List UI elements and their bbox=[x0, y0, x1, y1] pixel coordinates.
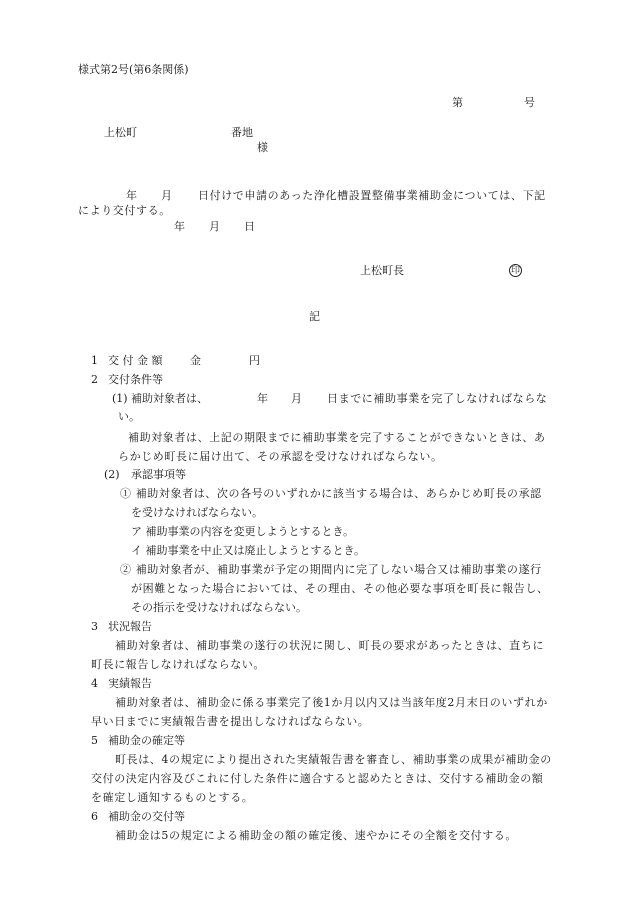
item1-label: 交 付 金 額 bbox=[108, 354, 163, 367]
item6-number: 6 bbox=[91, 810, 98, 823]
issuer-name: 上松町長 bbox=[360, 264, 404, 277]
item4-text-a: 補助対象者は、補助金に係る事業完了後1か月以内又は当該年度2月末日のいずれか bbox=[115, 696, 548, 709]
item5-text-b: 交付の決定内容及びこれに付した条件に適合すると認めたときは、交付する補助金の額 bbox=[91, 772, 544, 785]
item2-2-cond1-a: ① 補助対象者は、次の各号のいずれかに該当する場合は、あらかじめ町長の承認 bbox=[120, 487, 542, 500]
doc-number-suffix: 号 bbox=[524, 96, 535, 109]
item2-2-sub-a: ア 補助事業の内容を変更しようとするとき。 bbox=[131, 525, 355, 538]
item2-1-text-c: い。 bbox=[118, 410, 140, 423]
item2-1-text-e: らかじめ町長に届け出て、その承認を受けなければならない。 bbox=[118, 450, 443, 463]
item2-1-text-b: 日までに補助事業を完了しなければならな bbox=[327, 392, 548, 405]
item5-text-c: を確定し通知するものとする。 bbox=[91, 791, 254, 804]
intro-line2: により交付する。 bbox=[78, 204, 171, 217]
item2-1-number: (1) bbox=[112, 392, 128, 405]
intro-month: 月 bbox=[161, 189, 172, 202]
item2-2-cond2-c: その指示を受けなければならない。 bbox=[131, 601, 307, 614]
ki-heading: 記 bbox=[309, 310, 320, 323]
item3-text-a: 補助対象者は、補助事業の遂行の状況に関し、町長の要求があったときは、直ちに bbox=[115, 639, 545, 652]
item1-yen: 円 bbox=[249, 354, 260, 367]
item3-text-b: 町長に報告しなければならない。 bbox=[91, 658, 265, 671]
item2-2-label: 承認事項等 bbox=[131, 468, 186, 481]
item2-2-cond1-b: を受けなければならない。 bbox=[131, 506, 263, 519]
intro-text: 日付けで申請のあった浄化槽設置整備事業補助金については、下記 bbox=[198, 189, 546, 202]
item2-1-text-a: 補助対象者は、 bbox=[131, 392, 208, 405]
item2-1-text-d: 補助対象者は、上記の期限までに補助事業を完了することができないときは、あ bbox=[128, 431, 546, 444]
item2-number: 2 bbox=[91, 373, 98, 386]
doc-number-prefix: 第 bbox=[452, 96, 463, 109]
item1-kin: 金 bbox=[190, 354, 201, 367]
item2-2-cond2-a: ② 補助対象者が、補助事業が予定の期間内に完了しない場合又は補助事業の遂行 bbox=[120, 563, 542, 576]
intro-year: 年 bbox=[126, 189, 137, 202]
seal-mark: 印 bbox=[510, 266, 520, 276]
item5-number: 5 bbox=[91, 734, 98, 747]
item1-number: 1 bbox=[91, 354, 98, 367]
issue-year: 年 bbox=[174, 220, 185, 233]
item2-2-cond2-b: が困難となった場合においては、その理由、その他必要な事項を町長に報告し、 bbox=[131, 582, 549, 595]
item6-label: 補助金の交付等 bbox=[108, 810, 185, 823]
issue-month: 月 bbox=[209, 220, 220, 233]
form-number: 様式第2号(第6条関係) bbox=[78, 63, 189, 76]
item4-number: 4 bbox=[91, 677, 98, 690]
recipient-banchi: 番地 bbox=[231, 126, 253, 139]
item4-text-b: 早い日までに実績報告書を提出しなければならない。 bbox=[91, 715, 370, 728]
item2-2-number: (2) bbox=[104, 468, 120, 481]
item5-text-a: 町長は、4の規定により提出された実績報告書を審査し、補助事業の成果が補助金の bbox=[115, 753, 552, 766]
item2-1-month: 月 bbox=[291, 392, 302, 405]
item3-number: 3 bbox=[91, 620, 98, 633]
item3-label: 状況報告 bbox=[108, 620, 152, 633]
item6-text-a: 補助金は5の規定による補助金の額の確定後、速やかにその全額を交付する。 bbox=[115, 829, 517, 842]
issue-day: 日 bbox=[244, 220, 255, 233]
recipient-town: 上松町 bbox=[104, 126, 137, 139]
recipient-honorific: 様 bbox=[257, 141, 268, 154]
item2-1-year: 年 bbox=[257, 392, 268, 405]
item4-label: 実績報告 bbox=[108, 677, 152, 690]
item5-label: 補助金の確定等 bbox=[108, 734, 185, 747]
item2-2-sub-i: イ 補助事業を中止又は廃止しようとするとき。 bbox=[131, 544, 366, 557]
item2-label: 交付条件等 bbox=[108, 373, 163, 386]
